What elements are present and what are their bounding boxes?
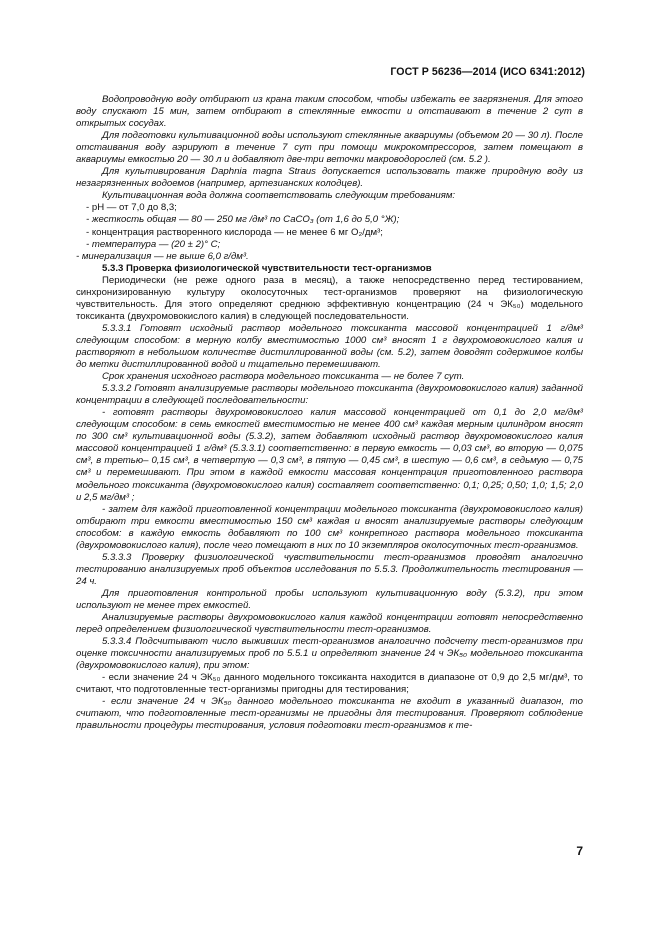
paragraph: Срок хранения исходного раствора модельного токсиканта — не более 7 сут. (102, 371, 465, 383)
paragraph: Для подготовки культивационной воды используют стеклянные аквариумы (объемом 20 — 30 л). После отстаивания воду аэрируют в течение 7 сут при помощи микрокомпрессоров, затем помещают в аквариумы емкостью 20 — 30 л и добавляют две-три веточки макроводорослей (см. 5.2 ). (76, 130, 583, 166)
paragraph: - если значение 24 ч ЭК₅₀ данного модельного токсиканта находится в диапазоне от 0,9 до 2,5 мг/дм³, то считают, что подготовленные тест-организмы пригодны для тестирования; (76, 672, 583, 696)
list-item: - концентрация растворенного кислорода — не менее 6 мг О₂/дм³; (86, 226, 383, 238)
paragraph: Анализируемые растворы двухромовокислого калия каждой концентрации готовят непосредственно перед определением физиологической чувствительности тест-организмов. (76, 612, 583, 636)
paragraph: - если значение 24 ч ЭК₅₀ данного модельного токсиканта не входит в указанный диапазон, то считают, что подготовленные тест-организмы не пригодны для тестирования. Проверяют соблюдение правильности процедуры тестирования, условия подготовки тест-организмов к те- (76, 696, 583, 732)
list-item: - температура — (20 ± 2)° С; (86, 238, 221, 250)
standard-header: ГОСТ Р 56236—2014 (ИСО 6341:2012) (390, 66, 585, 78)
page-number: 7 (576, 844, 583, 858)
paragraph: 5.3.3.3 Проверку физиологической чувствительности тест-организмов проводят аналогично тестированию анализируемых проб объектов исследования по 5.5.3. Продолжительность тестирования — 24 ч. (76, 551, 583, 587)
paragraph: Периодически (не реже одного раза в месяц), а также непосредственно перед тестированием, синхронизированную культуру околосуточных тест-организмов проверяют на физиологическую чувствительность. Для этого определяют среднюю эффективную концентрацию (24 ч ЭК₅₀) модельного токсиканта (двухромовокислого калия) в следующей последовательности. (76, 274, 583, 322)
list-item: - рН — от 7,0 до 8,3; (86, 202, 177, 214)
paragraph: 5.3.3.1 Готовят исходный раствор модельного токсиканта массовой концентрацией 1 г/дм³ следующим способом: в мерную колбу вместимостью 1000 см³ вносят 1 г двухромовокислого калия и растворяют в небольшом количестве дистиллированной воды (см. 5.2), затем доводят содержимое колбы до метки дистиллированной водой и тщательно перемешивают. (76, 322, 583, 371)
paragraph: 5.3.3.2 Готовят анализируемые растворы модельного токсиканта (двухромовокислого калия) заданной концентрации в следующей последовательности: (76, 383, 583, 407)
paragraph: Для культивирования Daphnia magna Straus допускается использовать также природную воду из незагрязненных водоемов (например, артезианских колодцев). (76, 166, 583, 190)
paragraph: Водопроводную воду отбирают из крана таким способом, чтобы избежать ее загрязнения. Для этого воду спускают 15 мин, затем отбирают в стеклянные емкости и отстаивают в течение 2 сут в открытых сосудах. (76, 94, 583, 130)
paragraph: - затем для каждой приготовленной концентрации модельного токсиканта (двухромовокислого калия) отбирают три емкости вместимостью 150 см³ каждая и вносят анализируемые растворы следующим способом: в каждую емкость добавляют по 100 см³ конкретного раствора модельного токсиканта (двухромовокислого калия), после чего помещают в них по 10 экземпляров околосуточных тест-организмов. (76, 503, 583, 551)
paragraph: Для приготовления контрольной пробы используют культивационную воду (5.3.2), при этом используют не менее трех емкостей. (76, 587, 583, 611)
paragraph: Культивационная вода должна соответствовать следующим требованиям: (102, 190, 456, 202)
paragraph: 5.3.3.4 Подсчитывают число выживших тест-организмов аналогично подсчету тест-организмов при оценке токсичности анализируемых проб по 5.5.1 и определяют значение 24 ч ЭК₅₀ модельного токсиканта (двухромовокислого калия), при этом: (76, 636, 583, 672)
document-body (76, 94, 583, 732)
list-item: - минерализация — не выше 6,0 г/дм³. (76, 250, 249, 262)
paragraph: - готовят растворы двухромовокислого калия массовой концентрацией от 0,1 до 2,0 мг/дм³ следующим способом: в семь емкостей вместимостью не менее 400 см³ каждая мерным цилиндром вносят по 300 см³ культивационной воды (5.3.2), затем добавляют исходный раствор двухромовокислого калия массовой концентрацией 1 г/дм³ (5.3.3.1) соответственно: в первую емкость — 0,03 см³, во вторую — 0,075 см³, в третью– 0,15 см³, в четвертую — 0,3 см³, в пятую — 0,45 см³, в шестую — 0,6 см³, в седьмую — 0,75 см³ и перемешивают. При этом в каждой емкости массовая концентрация приготовленного раствора модельного токсиканта (двухромовокислого калия) составляет соответственно: 0,1; 0,25; 0,50; 1,0; 1,5; 2,0 и 2,5 мг/дм³ ; (76, 407, 583, 503)
section-heading: 5.3.3 Проверка физиологической чувствительности тест-организмов (102, 262, 432, 274)
list-item: - жесткость общая — 80 — 250 мг /дм³ по СаСО₃ (от 1,6 до 5,0 °Ж); (86, 214, 400, 226)
